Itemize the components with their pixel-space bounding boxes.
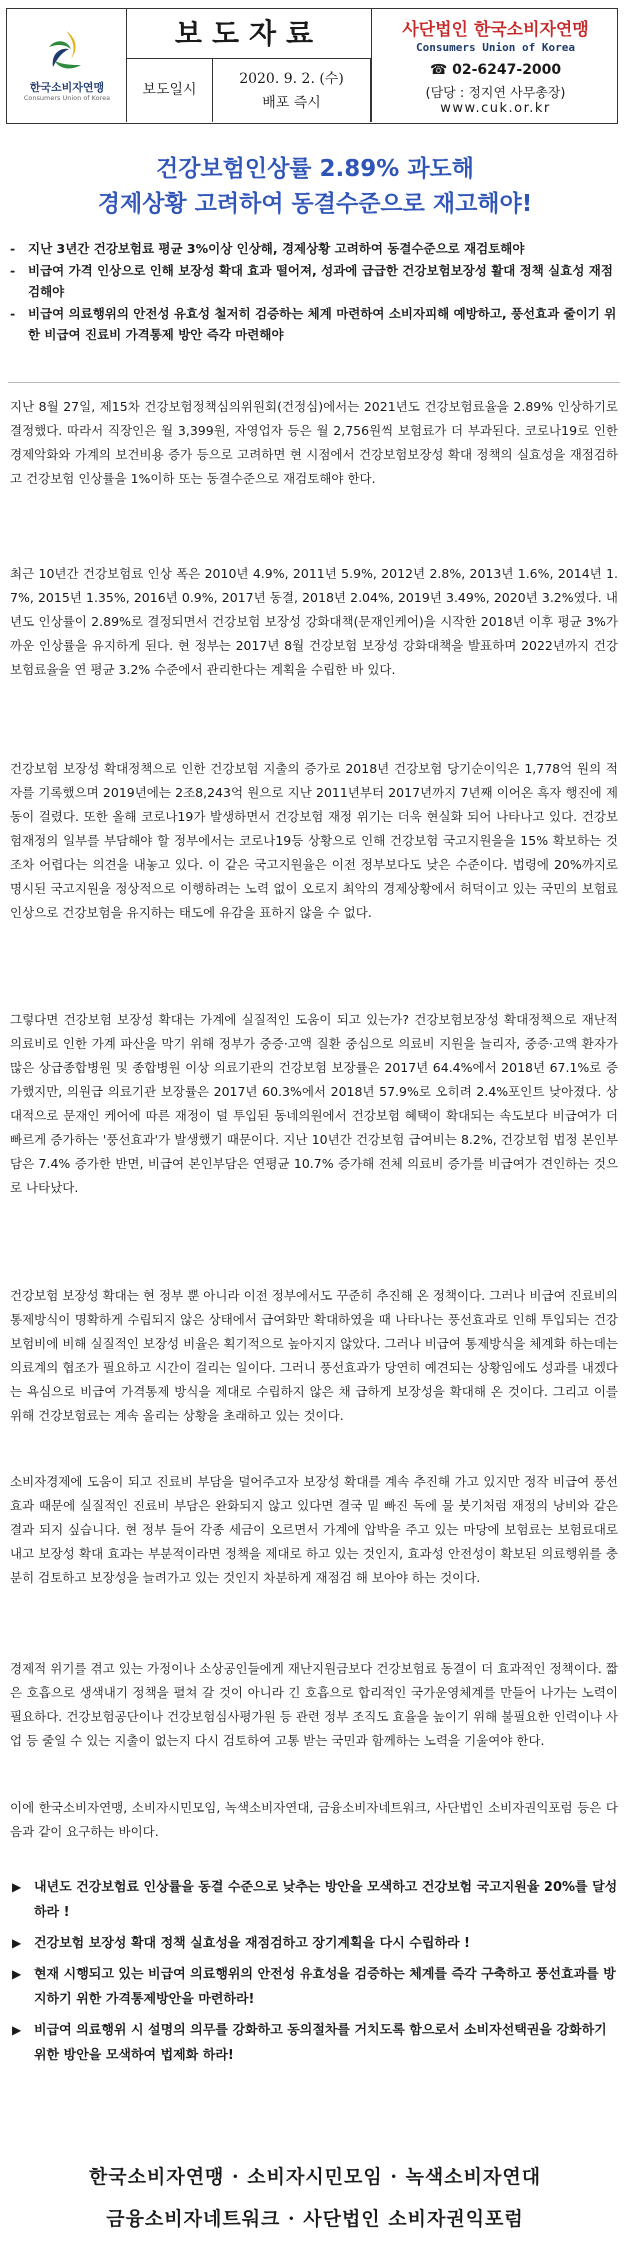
body-paragraph <box>10 1470 618 1590</box>
summary-list <box>10 238 620 346</box>
logo-cell <box>7 9 127 122</box>
body-paragraph <box>10 1008 618 1200</box>
body-paragraph <box>10 1796 618 1844</box>
demand-item: ▶ 내년도 건강보험료 인상률을 동결 수준으로 낮추는 방안을 모색하고 건강보험 국고지원율 20%를 달성하라 ! <box>10 1875 620 1925</box>
demand-item: ▶ 건강보험 보장성 확대 정책 실효성을 재점검하고 장기계획을 다시 수립하라 ! <box>10 1931 620 1956</box>
summary-item: - 지난 3년간 건강보험료 평균 3%이상 인상해, 경제상황 고려하여 동결수준으로 재검토해야 <box>10 241 525 256</box>
paragraph-text: 그렇다면 건강보험 보장성 확대는 가계에 실질적인 도움이 되고 있는가? 건강보험보장성 확대정책으로 재난적 의료비로 인한 가계 파산을 막기 위해 정부가 중증·고액 질환 중심으로 의료비 지원을 늘리자, 중증·고액 환자가 많은 상급종합병원 및 종합병원 이상 의료기관의 건강보험 보장률은 2017년 64.4%에서 2018년 67.1%로 증가했지만, 의원급 의료기관 보장률은 2017년 60.3%에서 2018년 57.9%로 오히려 2.4%포인트 낮아졌다. 상대적으로 문재인 케어에 따른 재정이 덜 투입된 동네의원에서 건강보험 혜택이 확대되는 속도보다 비급여가 더 빠르게 증가하는 '풍선효과'가 발생했기 때문이다. 지난 10년간 건강보험 급여비는 8.2%, 건강보험 법정 본인부담은 7.4% 증가한 반면, 비급여 본인부담은 연평균 10.7% 증가해 전체 의료비 증가를 비급여가 견인하는 것으로 나타났다. <box>10 1012 618 1195</box>
paragraph-text: 경제적 위기를 겪고 있는 가정이나 소상공인들에게 재난지원금보다 건강보험료 동결이 더 효과적인 정책이다. 짧은 호흡으로 생색내기 정책을 펼쳐 갈 것이 아니라 긴 호흡으로 합리적인 국가운영체계를 만들어 나가는 노력이 필요하다. 건강보험공단이나 건강보험심사평가원 등 관련 정부 조직도 효율을 높이기 위해 불필요한 인력이나 사업 등 줄일 수 있는 지출이 없는지 다시 검토하여 고통 받는 국민과 함께하는 노력을 기울여야 한다. <box>10 1661 618 1748</box>
summary-item: - 비급여 가격 인상으로 인해 보장성 확대 효과 떨어져, 성과에 급급한 건강보험보장성 활대 정책 실효성 재점검해야 <box>10 263 613 299</box>
body-paragraph <box>10 1284 618 1428</box>
paragraph-text: 지난 8월 27일, 제15차 건강보험정책심의위원회(건정심)에서는 2021년도 건강보험료율을 2.89% 인상하기로 결정했다. 따라서 직장인은 월 3,399원, 자영업자 등은 월 2,756원씩 보험료가 더 부과된다. 코로나19로 인한 경제악화와 가계의 보건비용 증가 등으로 고려하면 현 시점에서 건강보험보장성 확대 정책의 실효성을 재점검하고 건강보험 인상률을 1%이하 또는 동결수준으로 재검토해야 한다. <box>10 399 618 486</box>
organization-name: 사단법인 한국소비자연맹 <box>402 20 589 40</box>
paragraph-text: 건강보험 보장성 확대정책으로 인한 건강보험 지출의 증가로 2018년 건강보험 당기순이익은 1,778억 원의 적자를 기록했으며 2019년에는 2조8,243억 원으로 지난 2011년부터 2017년까지 7년째 이어온 흑자 행진에 제동이 걸렸다. 또한 올해 코로나19가 발생하면서 건강보험 재정 위기는 더욱 현실화 되어 나타나고 있다. 건강보험재정의 일부를 부담해야 할 정부에서는 코로나19등 상황으로 인해 건강보험 국고지원을을 15% 확보하는 것조차 어렵다는 의견을 내놓고 있다. 이 같은 국고지원율은 이전 정부보다도 낮은 수준이다. 법령에 20%까지로 명시된 국고지원을 정상적으로 이행하려는 노력 없이 오로지 최악의 경제상황에서 허덕이고 있는 국민의 보험료 인상으로 건강보험을 유지하는 태도에 유감을 표하지 않을 수 없다. <box>10 761 618 920</box>
signatories-line-2: 금융소비자네트워크 · 사단법인 소비자권익포럼 <box>106 2208 524 2230</box>
organization-info <box>371 9 619 122</box>
release-date-label: 보도일시 <box>127 59 213 122</box>
logo-english-name: Consumers Union of Korea <box>23 94 111 102</box>
paragraph-text: 최근 10년간 건강보험료 인상 폭은 2010년 4.9%, 2011년 5.9%, 2012년 2.8%, 2013년 1.6%, 2014년 1.7%, 2015년 1.35%, 2016년 0.9%, 2017년 동결, 2018년 2.04%, 2019년 3.49%, 2020년 3.2%였다. 내년도 인상률이 2.89%로 결정되면서 건강보험 보장성 강화대책(문재인케어)을 시작한 2018년 이후 평균 3%가까운 인상률을 유지하게 된다. 현 정부는 2017년 8월 건강보험 보장성 강화대책을 발표하며 2022년까지 건강보험료율을 연 평균 3.2% 수준에서 관리한다는 계획을 수립한 바 있다. <box>10 566 618 677</box>
organization-english-name: Consumers Union of Korea <box>416 41 575 54</box>
triangle-bullet-icon: ▶ <box>12 1967 22 1981</box>
summary-item: - 비급여 의료행위의 안전성 유효성 철저히 검증하는 체계 마련하여 소비자피해 예방하고, 풍선효과 줄이기 위한 비급여 진료비 가격통제 방안 즉각 마련해야 <box>10 306 617 342</box>
triangle-bullet-icon: ▶ <box>12 2023 22 2037</box>
body-paragraph <box>10 395 618 491</box>
organization-website[interactable]: www.cuk.or.kr <box>440 101 551 116</box>
organization-phone: ☎ 02-6247-2000 <box>429 62 562 78</box>
demand-item: ▶ 비급여 의료행위 시 설명의 의무를 강화하고 동의절차를 거치도록 함으로서 소비자선택권을 강화하기 위한 방안을 모색하여 법제화 하라! <box>10 2018 620 2068</box>
demand-list <box>10 1875 620 2074</box>
consumers-union-logo-icon <box>41 27 91 77</box>
document-title: 보도자료 <box>127 9 371 59</box>
signatories-line-1: 한국소비자연맹 · 소비자시민모임 · 녹색소비자연대 <box>88 2166 542 2188</box>
logo-name: 한국소비자연맹 <box>29 81 105 94</box>
headline-line-2: 경제상황 고려하여 동결수준으로 재고해야! <box>97 191 533 217</box>
release-date-cell <box>213 59 371 122</box>
body-paragraph <box>10 757 618 925</box>
release-timing: 배포 즉시 <box>262 95 321 111</box>
paragraph-text: 건강보험 보장성 확대는 현 정부 뿐 아니라 이전 정부에서도 꾸준히 추진해 온 정책이다. 그러나 비급여 진료비의 통제방식이 명확하게 수립되지 않은 상태에서 급여화만 확대하였을 때 나타나는 풍선효과로 인해 투입되는 건강보험비에 비해 실질적인 보장성 비율은 획기적으로 높아지지 않았다. 그러나 비급여 통제방식을 체계화 하는데는 의료계의 협조가 필요하고 시간이 걸리는 일이다. 그러니 풍선효과가 당연히 예견되는 상황임에도 성과를 내겠다는 욕심으로 비급여 가격통제 방식을 제대로 수립하지 않은 채 급하게 보장성을 확대해 온 것이다. 그리고 이를 위해 건강보험료는 계속 올리는 상황을 초래하고 있는 것이다. <box>10 1288 618 1423</box>
organization-contact-person: (담당 : 정지연 사무총장) <box>425 86 566 101</box>
paragraph-text: 소비자경제에 도움이 되고 진료비 부담을 덜어주고자 보장성 확대를 계속 추진해 가고 있지만 정작 비급여 풍선효과 때문에 실질적인 진료비 부담은 완화되지 않고 있다면 결국 밑 빠진 독에 물 붓기처럼 재정의 낭비와 같은 결과 되지 싶습니다. 현 정부 들어 각종 세금이 오르면서 가계에 압박을 주고 있는 마당에 보험료는 보험료대로 내고 보장성 확대 효과는 부분적이라면 정책을 제대로 하고 있는 것인지, 효과성 안전성이 확보된 의료행위를 충분히 검토하고 보장성을 늘려가고 있는 것인지 차분하게 재점검 해 보아야 하는 것이다. <box>10 1474 618 1585</box>
body-paragraph <box>10 1657 618 1753</box>
triangle-bullet-icon: ▶ <box>12 1936 22 1950</box>
press-release-header <box>6 8 618 124</box>
body-paragraph <box>10 562 618 682</box>
headline-line-1: 건강보험인상률 2.89% 과도해 <box>156 156 474 182</box>
triangle-bullet-icon: ▶ <box>12 1880 22 1894</box>
release-date-value: 2020. 9. 2. (수) <box>239 71 344 87</box>
paragraph-text: 이에 한국소비자연맹, 소비자시민모임, 녹색소비자연대, 금융소비자네트워크, 사단법인 소비자권익포럼 등은 다음과 같이 요구하는 바이다. <box>10 1800 618 1839</box>
demand-item: ▶ 현재 시행되고 있는 비급여 의료행위의 안전성 유효성을 검증하는 체계를 즉각 구축하고 풍선효과를 방지하기 위한 가격통제방안을 마련하라! <box>10 1962 620 2012</box>
section-divider <box>8 382 620 383</box>
